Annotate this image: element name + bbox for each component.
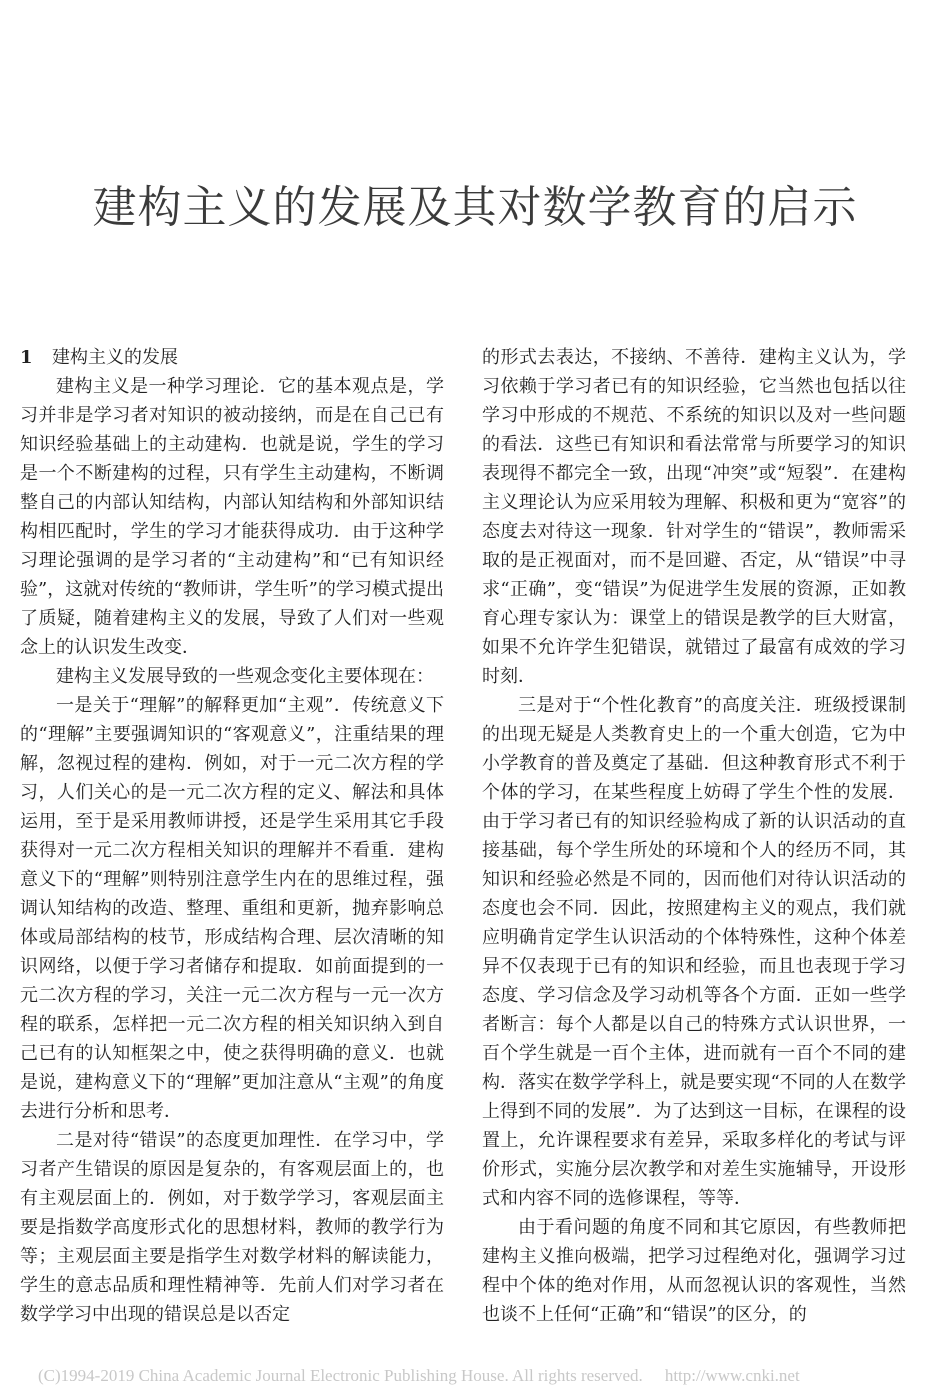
paragraph: 三是对于“个性化教育”的高度关注．班级授课制的出现无疑是人类教育史上的一个重大创造，它为中小学教育的普及奠定了基础．但这种教育形式不利于个体的学习，在某些程度上妨碍了学生个性的发展．由于学习者已有的知识经验构成了新的认识活动的直接基础，每个学生所处的环境和个人的经历不同，其知识和经验必然是不同的，因而他们对待认识活动的态度也会不同．因此，按照建构主义的观点，我们就应明确肯定学生认识活动的个体特殊性，这种个体差异不仅表现于已有的知识和经验，而且也表现于学习态度、学习信念及学习动机等各个方面．正如一些学者断言：每个人都是以自己的特殊方式认识世界，一百个学生就是一百个主体，进而就有一百个不同的建构．落实在数学学科上，就是要实现“不同的人在数学上得到不同的发展”．为了达到这一目标，在课程的设置上，允许课程要求有差异，采取多样化的考试与评价形式，实施分层次教学和对差生实施辅导，开设形式和内容不同的选修课程，等等． <box>482 695 906 1209</box>
footer-url[interactable]: http://www.cnki.net <box>664 1366 800 1385</box>
paragraph: 建构主义是一种学习理论．它的基本观点是，学习并非是学习者对知识的被动接纳，而是在自己已有知识经验基础上的主动建构．也就是说，学生的学习是一个不断建构的过程，只有学生主动建构，不断调整自己的内部认知结构，内部认知结构和外部知识结构相匹配时，学生的学习才能获得成功．由于这种学习理论强调的是学习者的“主动建构”和“已有知识经验”，这就对传统的“教师讲，学生听”的学习模式提出了质疑，随着建构主义的发展，导致了人们对一些观念上的认识发生改变． <box>20 376 444 658</box>
section-title: 建构主义的发展 <box>52 347 178 368</box>
paragraph-continued: 的形式去表达，不接纳、不善待．建构主义认为，学习依赖于学习者已有的知识经验，它当然也包括以往学习中形成的不规范、不系统的知识以及对一些问题的看法．这些已有知识和看法常常与所要学习的知识表现得不都完全一致，出现“冲突”或“短裂”．在建构主义理论认为应采用较为理解、积极和更为“宽容”的态度去对待这一现象．针对学生的“错误”，教师需采取的是正视面对，而不是回避、否定，从“错误”中寻求“正确”，变“错误”为促进学生发展的资源，正如教育心理专家认为：课堂上的错误是教学的巨大财富，如果不允许学生犯错误，就错过了最富有成效的学习时刻． <box>482 347 906 687</box>
section-heading <box>20 343 444 372</box>
section-number: 1 <box>20 347 33 368</box>
paragraph: 由于看问题的角度不同和其它原因，有些教师把建构主义推向极端，把学习过程绝对化，强调学习过程中个体的绝对作用，从而忽视认识的客观性，当然也谈不上任何“正确”和“错误”的区分，的 <box>482 1217 906 1325</box>
copyright-text: (C)1994-2019 China Academic Journal Electronic Publishing House. All rights reserved. <box>38 1366 643 1385</box>
page-title: 建构主义的发展及其对数学教育的启示 <box>92 182 858 234</box>
paragraph: 一是关于“理解”的解释更加“主观”．传统意义下的“理解”主要强调知识的“客观意义”，注重结果的理解，忽视过程的建构．例如，对于一元二次方程的学习，人们关心的是一元二次方程的定义、解法和具体运用，至于是采用教师讲授，还是学生采用其它手段获得对一元二次方程相关知识的理解并不看重．建构意义下的“理解”则特别注意学生内在的思维过程，强调认知结构的改造、整理、重组和更新，抛弃影响总体或局部结构的枝节，形成结构合理、层次清晰的知识网络，以便于学习者储存和提取．如前面提到的一元二次方程的学习，关注一元二次方程与一元一次方程的联系，怎样把一元二次方程的相关知识纳入到自己已有的认知框架之中，使之获得明确的意义．也就是说，建构意义下的“理解”更加注意从“主观”的角度去进行分析和思考． <box>20 695 444 1122</box>
right-column <box>482 343 906 1329</box>
paragraph: 二是对待“错误”的态度更加理性．在学习中，学习者产生错误的原因是复杂的，有客观层面上的，也有主观层面上的．例如，对于数学学习，客观层面主要是指数学高度形式化的思想材料，教师的教学行为等；主观层面主要是指学生对数学材料的解读能力，学生的意志品质和理性精神等．先前人们对学习者在数学学习中出现的错误总是以否定 <box>20 1130 444 1325</box>
footer-watermark <box>38 1366 800 1386</box>
left-column <box>20 343 444 1329</box>
paragraph: 建构主义发展导致的一些观念变化主要体现在： <box>56 666 434 687</box>
